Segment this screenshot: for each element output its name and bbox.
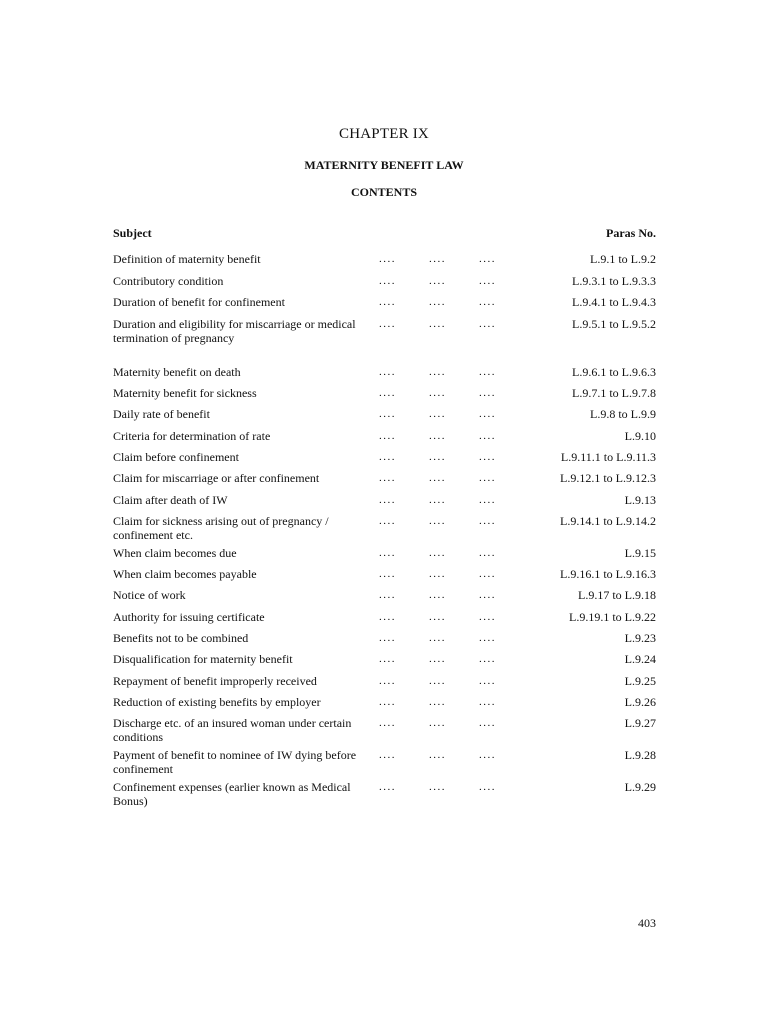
row-subject: Duration of benefit for confinement [113,295,285,309]
row-subject: Benefits not to be combined [113,631,249,645]
row-subject: When claim becomes payable [113,567,257,581]
contents-heading: CONTENTS [350,185,418,199]
row-para-number: L.9.1 to L.9.2 [590,252,656,266]
leader-dots: .... [479,547,496,559]
leader-dots: .... [479,568,496,580]
leader-dots: .... [429,717,446,729]
table-row [113,429,656,443]
leader-dots: .... [479,451,496,463]
row-para-number: L.9.10 [624,429,656,443]
leader-dots: .... [479,275,496,287]
row-leader-dots [379,493,529,507]
table-row [113,780,656,808]
leader-dots: .... [379,717,396,729]
page-number: 403 [638,916,656,930]
table-row [113,695,656,709]
row-subject: Repayment of benefit improperly received [113,674,317,688]
leader-dots: .... [379,749,396,761]
leader-dots: .... [479,515,496,527]
table-row [113,514,656,542]
row-para-number: L.9.14.1 to L.9.14.2 [560,514,656,528]
leader-dots: .... [379,318,396,330]
leader-dots: .... [379,296,396,308]
leader-dots: .... [429,781,446,793]
row-para-number: L.9.13 [624,493,656,507]
table-row [113,295,656,309]
table-row [113,407,656,421]
row-subject: Confinement expenses (earlier known as Medical Bonus) [113,780,351,808]
row-para-number: L.9.19.1 to L.9.22 [569,610,656,624]
row-para-number: L.9.16.1 to L.9.16.3 [560,567,656,581]
row-subject: When claim becomes due [113,546,237,560]
leader-dots: .... [429,568,446,580]
leader-dots: .... [429,611,446,623]
row-para-number: L.9.6.1 to L.9.6.3 [572,365,656,379]
row-para-number: L.9.5.1 to L.9.5.2 [572,317,656,331]
leader-dots: .... [479,387,496,399]
chapter-title: MATERNITY BENEFIT LAW [304,158,464,172]
leader-dots: .... [479,696,496,708]
row-subject: Maternity benefit for sickness [113,386,257,400]
leader-dots: .... [479,589,496,601]
row-leader-dots [379,365,529,379]
table-row [113,450,656,464]
row-para-number: L.9.26 [624,695,656,709]
row-para-number: L.9.25 [624,674,656,688]
table-row [113,365,656,379]
row-subject: Authority for issuing certificate [113,610,265,624]
row-subject: Claim before confinement [113,450,239,464]
row-leader-dots [379,317,529,331]
leader-dots: .... [379,675,396,687]
leader-dots: .... [379,781,396,793]
table-row [113,610,656,624]
leader-dots: .... [379,472,396,484]
row-para-number: L.9.24 [624,652,656,666]
leader-dots: .... [479,494,496,506]
leader-dots: .... [379,547,396,559]
row-leader-dots [379,386,529,400]
row-leader-dots [379,748,529,762]
table-row [113,674,656,688]
table-row [113,567,656,581]
row-leader-dots [379,652,529,666]
leader-dots: .... [429,253,446,265]
leader-dots: .... [479,296,496,308]
row-leader-dots [379,295,529,309]
table-row [113,386,656,400]
leader-dots: .... [429,749,446,761]
leader-dots: .... [429,451,446,463]
leader-dots: .... [479,653,496,665]
row-para-number: L.9.8 to L.9.9 [590,407,656,421]
row-para-number: L.9.11.1 to L.9.11.3 [560,450,656,464]
table-row [113,588,656,602]
table-row [113,546,656,560]
row-subject: Contributory condition [113,274,224,288]
leader-dots: .... [429,366,446,378]
paras-column-header: Paras No. [606,226,656,240]
leader-dots: .... [479,366,496,378]
leader-dots: .... [479,430,496,442]
table-row [113,493,656,507]
row-leader-dots [379,631,529,645]
table-row [113,317,656,345]
leader-dots: .... [379,366,396,378]
chapter-heading: CHAPTER IX [339,126,429,142]
leader-dots: .... [429,296,446,308]
leader-dots: .... [379,632,396,644]
row-para-number: L.9.23 [624,631,656,645]
row-leader-dots [379,252,529,266]
row-para-number: L.9.12.1 to L.9.12.3 [560,471,656,485]
row-para-number: L.9.7.1 to L.9.7.8 [572,386,656,400]
row-leader-dots [379,546,529,560]
row-para-number: L.9.29 [624,780,656,794]
row-leader-dots [379,514,529,528]
row-subject: Definition of maternity benefit [113,252,261,266]
leader-dots: .... [379,430,396,442]
leader-dots: .... [429,675,446,687]
table-row [113,471,656,485]
row-para-number: L.9.27 [624,716,656,730]
row-leader-dots [379,674,529,688]
leader-dots: .... [379,696,396,708]
leader-dots: .... [429,589,446,601]
leader-dots: .... [479,675,496,687]
row-leader-dots [379,610,529,624]
row-leader-dots [379,407,529,421]
leader-dots: .... [429,430,446,442]
leader-dots: .... [429,387,446,399]
leader-dots: .... [379,275,396,287]
leader-dots: .... [429,653,446,665]
leader-dots: .... [429,472,446,484]
leader-dots: .... [479,781,496,793]
leader-dots: .... [379,387,396,399]
row-subject: Claim after death of IW [113,493,228,507]
leader-dots: .... [479,749,496,761]
row-subject: Maternity benefit on death [113,365,241,379]
leader-dots: .... [429,275,446,287]
leader-dots: .... [429,408,446,420]
leader-dots: .... [479,318,496,330]
subject-column-header: Subject [113,226,152,240]
row-subject: Daily rate of benefit [113,407,210,421]
leader-dots: .... [429,632,446,644]
table-row [113,631,656,645]
leader-dots: .... [379,494,396,506]
row-subject: Claim for sickness arising out of pregnancy / confinement etc. [113,514,329,542]
row-para-number: L.9.15 [624,546,656,560]
leader-dots: .... [479,408,496,420]
leader-dots: .... [429,494,446,506]
leader-dots: .... [379,515,396,527]
row-leader-dots [379,695,529,709]
row-subject: Reduction of existing benefits by employer [113,695,321,709]
table-row [113,652,656,666]
row-leader-dots [379,274,529,288]
row-leader-dots [379,780,529,794]
leader-dots: .... [479,472,496,484]
row-subject: Claim for miscarriage or after confinement [113,471,320,485]
table-row [113,274,656,288]
leader-dots: .... [379,653,396,665]
leader-dots: .... [479,253,496,265]
leader-dots: .... [379,408,396,420]
leader-dots: .... [379,451,396,463]
leader-dots: .... [429,318,446,330]
row-subject: Criteria for determination of rate [113,429,271,443]
leader-dots: .... [379,589,396,601]
row-subject: Notice of work [113,588,186,602]
row-para-number: L.9.3.1 to L.9.3.3 [572,274,656,288]
row-para-number: L.9.17 to L.9.18 [578,588,656,602]
row-subject: Payment of benefit to nominee of IW dying before confinement [113,748,357,776]
leader-dots: .... [379,568,396,580]
row-leader-dots [379,471,529,485]
row-para-number: L.9.28 [624,748,656,762]
row-subject: Disqualification for maternity benefit [113,652,293,666]
row-leader-dots [379,588,529,602]
leader-dots: .... [479,717,496,729]
leader-dots: .... [479,632,496,644]
row-leader-dots [379,450,529,464]
row-subject: Duration and eligibility for miscarriage or medical termination of pregnancy [113,317,356,345]
row-leader-dots [379,567,529,581]
leader-dots: .... [429,515,446,527]
row-para-number: L.9.4.1 to L.9.4.3 [572,295,656,309]
row-leader-dots [379,716,529,730]
leader-dots: .... [429,547,446,559]
leader-dots: .... [379,611,396,623]
table-row [113,252,656,266]
row-subject: Discharge etc. of an insured woman under certain conditions [113,716,352,744]
leader-dots: .... [429,696,446,708]
leader-dots: .... [379,253,396,265]
table-row [113,748,656,776]
row-leader-dots [379,429,529,443]
leader-dots: .... [479,611,496,623]
table-row [113,716,656,744]
